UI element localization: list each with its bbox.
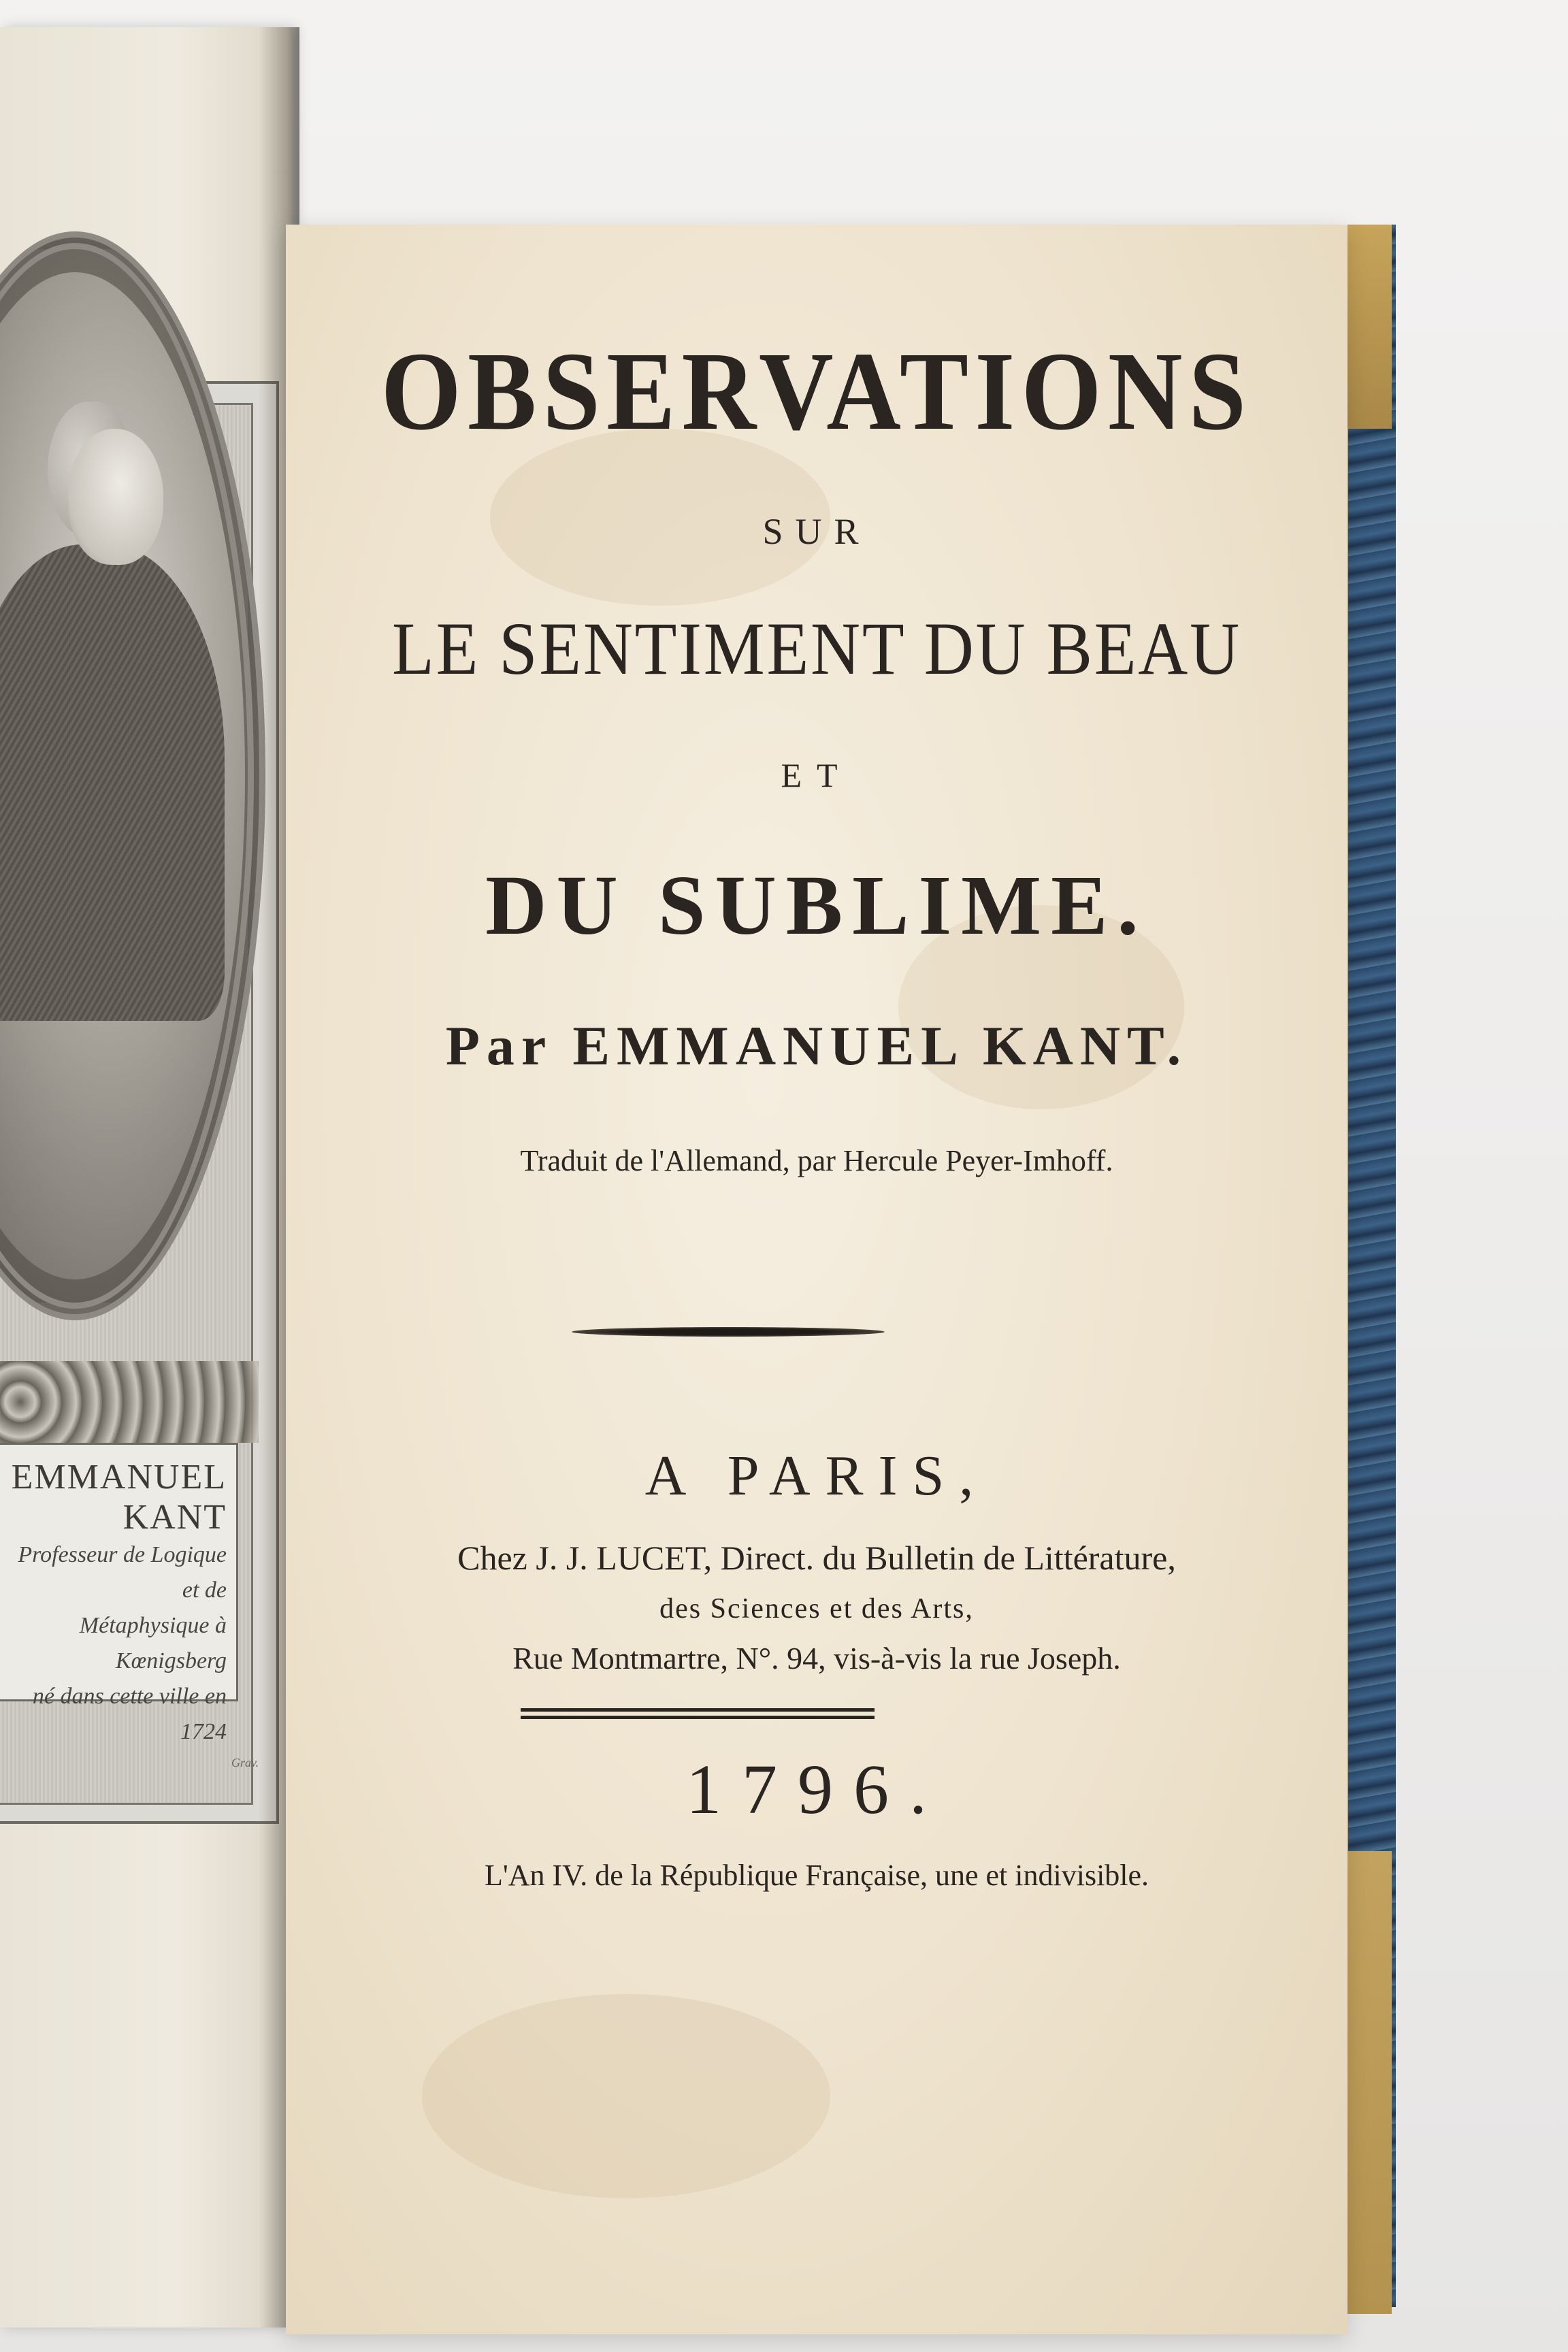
leather-corner-bottom xyxy=(1344,1851,1392,2314)
translator-line: Traduit de l'Allemand, par Hercule Peyer-Imhoff. xyxy=(520,1144,1113,1177)
ribbon-garland xyxy=(0,1361,259,1443)
title-line-beau: LE SENTIMENT DU BEAU xyxy=(392,607,1241,690)
portrait-face xyxy=(68,429,163,565)
ornamental-rule xyxy=(572,1327,885,1337)
publisher-line-1: Chez J. J. LUCET, Direct. du Bulletin de Littérature, xyxy=(457,1539,1176,1577)
plate-name: EMMANUEL KANT xyxy=(11,1458,227,1537)
publication-year: 1796. xyxy=(686,1750,947,1829)
publisher-line-2: des Sciences et des Arts, xyxy=(659,1593,974,1624)
foxing-stain xyxy=(422,1994,830,2198)
title-sur: SUR xyxy=(762,511,871,552)
republican-date: L'An IV. de la République Française, une et indivisible. xyxy=(484,1859,1149,1892)
leather-corner-top xyxy=(1344,225,1392,429)
plate-caption: Professeur de Logique et de Métaphysique à Kœnigsberg né dans cette ville en 1724 xyxy=(18,1542,227,1744)
portrait-coat xyxy=(0,544,225,1021)
publisher-line-3: Rue Montmartre, N°. 94, vis-à-vis la rue Joseph. xyxy=(512,1641,1121,1676)
double-rule xyxy=(521,1708,875,1719)
author-line: Par EMMANUEL KANT. xyxy=(445,1015,1188,1077)
frontispiece-page xyxy=(0,27,293,2328)
title-et: ET xyxy=(781,756,853,794)
imprint-city: A PARIS, xyxy=(644,1444,989,1507)
title-page xyxy=(286,225,1348,2334)
plate-label xyxy=(0,1443,238,1744)
title-line-sublime: DU SUBLIME. xyxy=(485,859,1148,953)
engraver-signature: Grav. xyxy=(231,1756,259,1769)
book-title: OBSERVATIONS xyxy=(380,329,1253,453)
